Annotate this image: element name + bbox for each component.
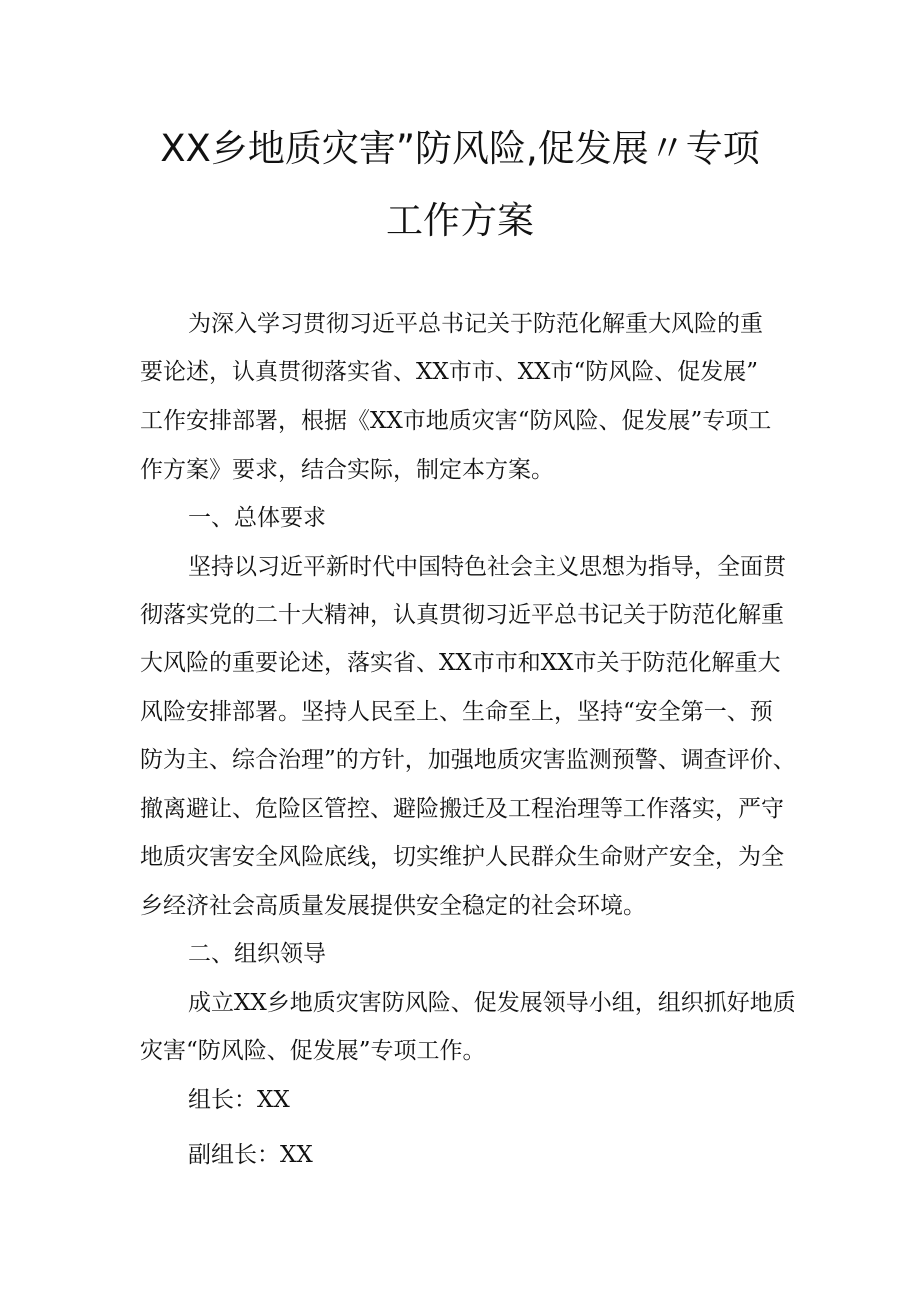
document-title-line-2: 工作方案 (386, 199, 534, 242)
document-title-line-1: XX乡地质灾害”防风险,促发展〃专项 (160, 127, 760, 170)
team-leader-line: 组长：XX (188, 1087, 290, 1113)
section-heading-organization: 二、组织领导 (188, 941, 326, 967)
general-requirements-line: 风险安排部署。坚持人民至上、生命至上，坚持“安全第一、预 (140, 699, 773, 725)
general-requirements-line: 防为主、综合治理”的方针，加强地质灾害监测预警、调查评价、 (140, 747, 796, 773)
organization-paragraph-line: 成立XX乡地质灾害防风险、促发展领导小组，组织抓好地质 (188, 990, 796, 1016)
intro-paragraph-line: 为深入学习贯彻习近平总书记关于防范化解重大风险的重 (188, 311, 763, 337)
intro-paragraph-line: 工作安排部署，根据《XX市地质灾害“防风险、促发展”专项工 (140, 408, 772, 434)
intro-paragraph-line: 作方案》要求，结合实际，制定本方案。 (140, 457, 554, 483)
general-requirements-line: 地质灾害安全风险底线，切实维护人民群众生命财产安全，为全 (140, 844, 784, 870)
general-requirements-line: 坚持以习近平新时代中国特色社会主义思想为指导，全面贯 (188, 554, 786, 580)
general-requirements-line: 乡经济社会高质量发展提供安全稳定的社会环境。 (140, 893, 646, 919)
general-requirements-line: 彻落实党的二十大精神，认真贯彻习近平总书记关于防范化解重 (140, 602, 784, 628)
intro-paragraph-line: 要论述，认真贯彻落实省、XX市市、XX市“防风险、促发展” (140, 359, 759, 385)
organization-paragraph-line: 灾害“防风险、促发展”专项工作。 (140, 1038, 486, 1064)
deputy-team-leader-line: 副组长：XX (188, 1142, 313, 1168)
section-heading-general-requirements: 一、总体要求 (188, 505, 326, 531)
general-requirements-line: 撤离避让、危险区管控、避险搬迁及工程治理等工作落实，严守 (140, 796, 784, 822)
general-requirements-line: 大风险的重要论述，落实省、XX市市和XX市关于防范化解重大 (140, 650, 781, 676)
